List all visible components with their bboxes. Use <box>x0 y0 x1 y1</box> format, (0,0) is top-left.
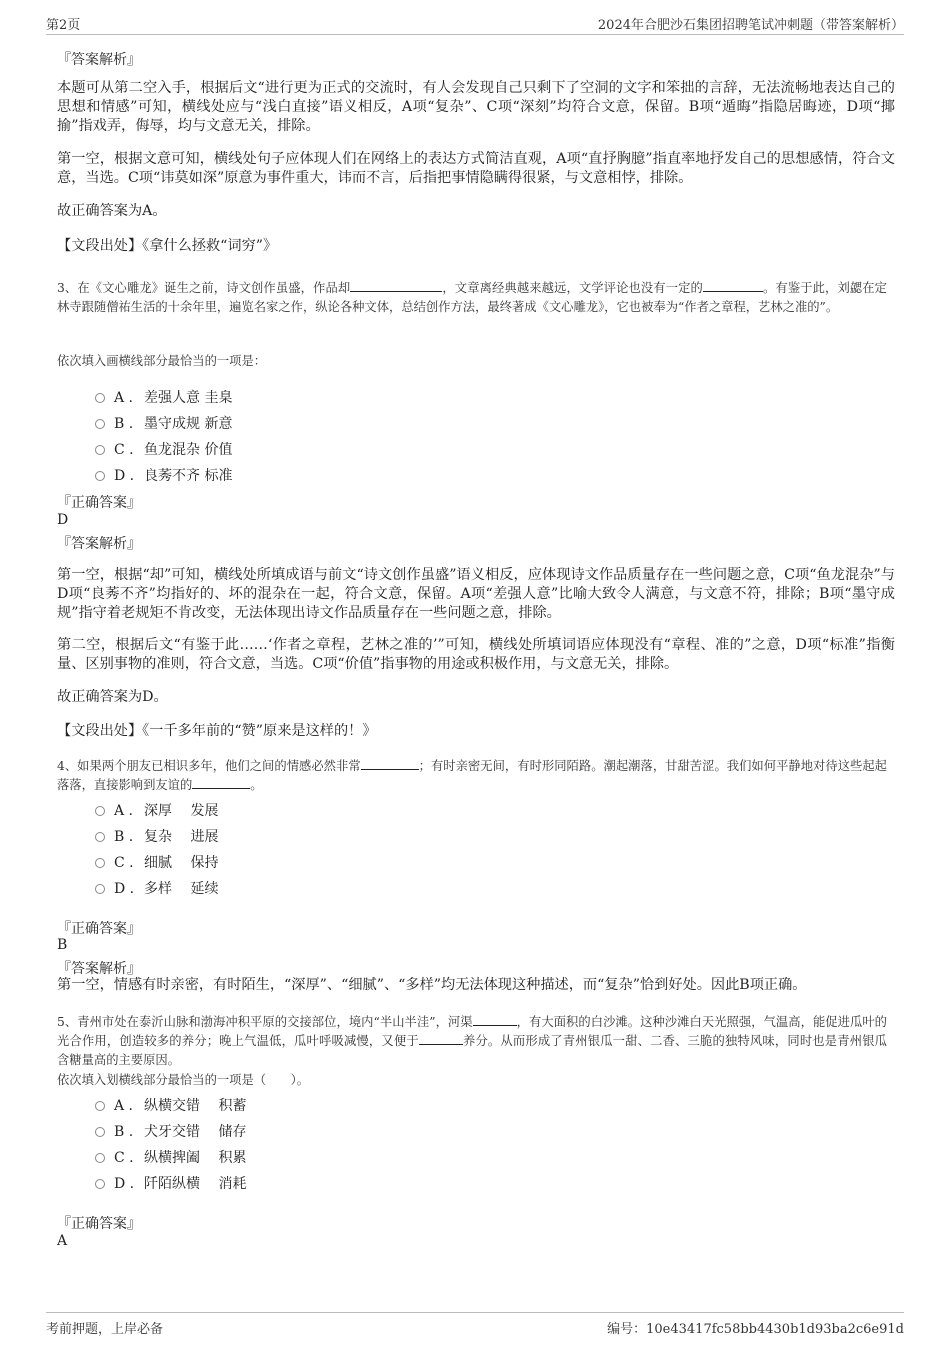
radio-icon[interactable] <box>95 1153 105 1163</box>
q4-option-a[interactable]: A . 深厚 发展 <box>95 800 218 820</box>
q2-conclusion: 故正确答案为A。 <box>57 203 167 219</box>
q5-option-b[interactable]: B . 犬牙交错 储存 <box>95 1121 246 1141</box>
q5-stem: 5、青州市处在泰沂山脉和渤海冲积平原的交接部位，境内“半山半洼”，河渠 ，有大面积的白沙滩。这种沙滩白天光照强，气温高，能促进瓜叶的光合作用，创造较多的养分；晚上气温低，瓜叶呼吸减慢，又便于 养分。从而形成了青州银瓜一甜、二香、三脆的独特风味，同时也是青州银瓜含糖量高的主要原因。 <box>57 1015 887 1067</box>
blank-line <box>361 757 419 770</box>
q4-option-d[interactable]: D . 多样 延续 <box>95 878 218 898</box>
radio-icon[interactable] <box>95 1179 105 1189</box>
q5-option-a[interactable]: A . 纵横交错 积蓄 <box>95 1095 246 1115</box>
q2-source: 【文段出处】《拿什么拯救“词穷”》 <box>57 238 278 254</box>
q3-option-c[interactable]: C . 鱼龙混杂 价值 <box>95 439 232 459</box>
radio-icon[interactable] <box>95 884 105 894</box>
radio-icon[interactable] <box>95 471 105 481</box>
document-title: 2024年合肥沙石集团招聘笔试冲刺题（带答案解析） <box>597 18 904 33</box>
radio-icon[interactable] <box>95 419 105 429</box>
q4-answer: B <box>57 937 68 953</box>
radio-icon[interactable] <box>95 806 105 816</box>
q5-prompt: 依次填入划横线部分最恰当的一项是（ ）。 <box>57 1073 310 1087</box>
radio-icon[interactable] <box>95 1127 105 1137</box>
page-header <box>46 14 904 35</box>
q3-prompt: 依次填入画横线部分最恰当的一项是： <box>57 354 267 368</box>
radio-icon[interactable] <box>95 858 105 868</box>
radio-icon[interactable] <box>95 1101 105 1111</box>
analysis-label: 『答案解析』 <box>57 536 141 552</box>
q4-stem: 4、如果两个朋友已相识多年，他们之间的情感必然非常 ；有时亲密无间，有时形同陌路。潮起潮落，甘甜苦涩。我们如何平静地对待这些起起落落，直接影响到友谊的 。 <box>57 759 887 792</box>
correct-answer-label: 『正确答案』 <box>57 921 141 937</box>
q2-analysis-p2: 第一空，根据文意可知，横线处句子应体现人们在网络上的表达方式简洁直观，A项“直抒胸臆”指直率地抒发自己的思想感情，符合文意，当选。C项“讳莫如深”原意为事件重大，讳而不言，后指把事情隐瞒得很紧，与文意相悖，排除。 <box>57 151 895 186</box>
radio-icon[interactable] <box>95 445 105 455</box>
q3-answer: D <box>57 512 69 528</box>
blank-line <box>350 279 442 292</box>
q5-option-d[interactable]: D . 阡陌纵横 消耗 <box>95 1173 246 1193</box>
q4-option-c[interactable]: C . 细腻 保持 <box>95 852 218 872</box>
page-footer <box>46 1312 904 1337</box>
correct-answer-label: 『正确答案』 <box>57 1216 141 1232</box>
document-id: 编号：10e43417fc58bb4430b1d93ba2c6e91d <box>607 1322 904 1337</box>
radio-icon[interactable] <box>95 393 105 403</box>
q2-analysis-p1: 本题可从第二空入手，根据后文“进行更为正式的交流时，有人会发现自己只剩下了空洞的文字和笨拙的言辞，无法流畅地表达自己的思想和情感”可知，横线处应与“浅白直接”语义相反，A项“复杂”、C项“深刻”均符合文意，保留。B项“遁晦”指隐居晦迹，D项“揶揄”指戏弄，侮辱，均与文意无关，排除。 <box>57 80 895 134</box>
correct-answer-label: 『正确答案』 <box>57 495 141 511</box>
q3-conclusion: 故正确答案为D。 <box>57 689 168 705</box>
q4-option-b[interactable]: B . 复杂 进展 <box>95 826 218 846</box>
footer-slogan: 考前押题，上岸必备 <box>46 1322 164 1337</box>
q5-option-c[interactable]: C . 纵横捭阖 积累 <box>95 1147 246 1167</box>
blank-line <box>192 776 250 789</box>
q4-analysis-p1: 第一空，情感有时亲密，有时陌生，“深厚”、“细腻”、“多样”均无法体现这种描述，而“复杂”恰到好处。因此B项正确。 <box>57 977 807 993</box>
q3-option-a[interactable]: A . 差强人意 圭臬 <box>95 387 232 407</box>
q5-answer: A <box>57 1233 68 1249</box>
q3-stem: 3、在《文心雕龙》诞生之前，诗文创作虽盛，作品却 ，文章离经典越来越远，文学评论也没有一定的 。有鉴于此，刘勰在定林寺跟随僧祐生活的十余年里，遍览名家之作，纵论各种文体，总结创作方法，最终著成《文心雕龙》，它也被奉为“作者之章程，艺林之准的”。 <box>57 281 887 314</box>
q3-option-b[interactable]: B . 墨守成规 新意 <box>95 413 232 433</box>
radio-icon[interactable] <box>95 832 105 842</box>
blank-line <box>473 1013 517 1026</box>
page-number: 第2页 <box>46 18 81 33</box>
q3-option-d[interactable]: D . 良莠不齐 标准 <box>95 465 232 485</box>
q3-source: 【文段出处】《一千多年前的“赞”原来是这样的！》 <box>57 723 377 739</box>
blank-line <box>703 279 763 292</box>
analysis-label: 『答案解析』 <box>57 961 141 977</box>
analysis-label: 『答案解析』 <box>57 52 141 68</box>
q3-analysis-p1: 第一空，根据“却”可知，横线处所填成语与前文“诗文创作虽盛”语义相反，应体现诗文作品质量存在一些问题之意，C项“鱼龙混杂”与D项“良莠不齐”均指好的、坏的混杂在一起，符合文意，保留。A项“差强人意”比喻大致令人满意，与文意不符，排除；B项“墨守成规”指守着老规矩不肯改变，无法体现出诗文作品质量存在一些问题之意，排除。 <box>57 567 895 621</box>
q3-analysis-p2: 第二空，根据后文“有鉴于此……‘作者之章程，艺林之准的’”可知，横线处所填词语应体现没有“章程、准的”之意，D项“标准”指衡量、区别事物的准则，符合文意，当选。C项“价值”指事物的用途或积极作用，与文意无关，排除。 <box>57 637 895 672</box>
blank-line <box>419 1032 463 1045</box>
